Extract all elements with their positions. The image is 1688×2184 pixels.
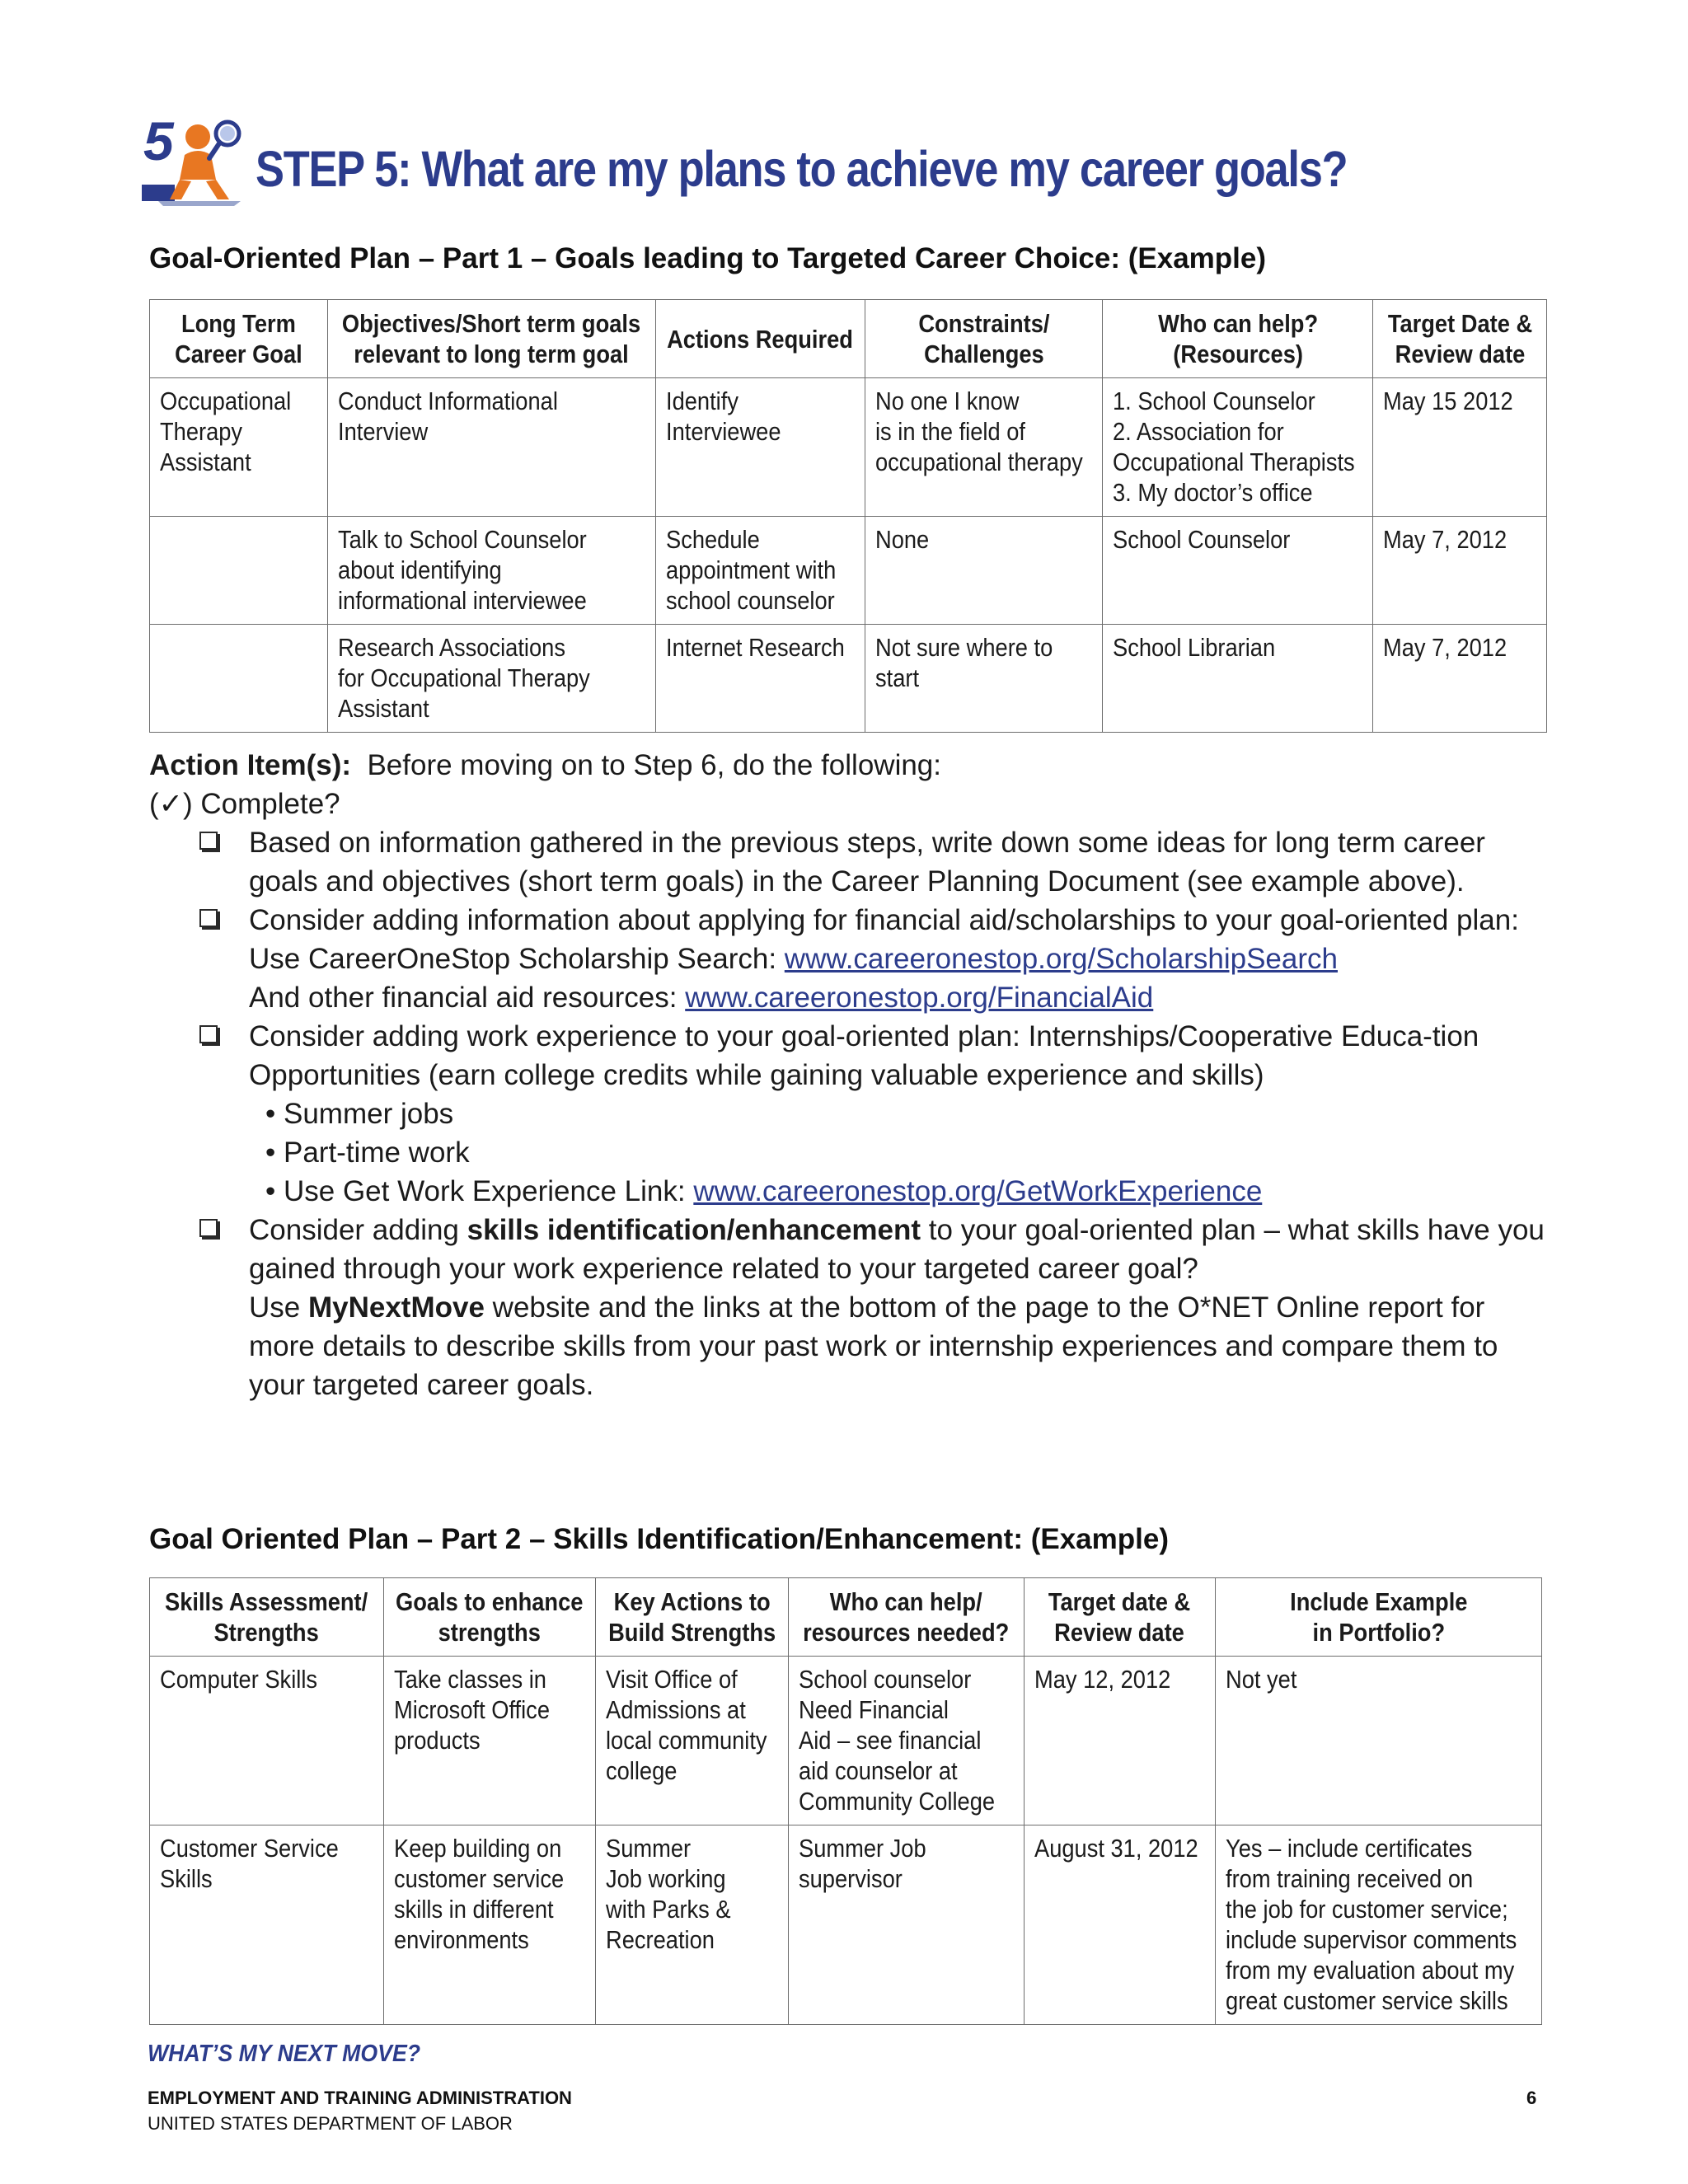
bullet-item: • Summer jobs xyxy=(265,1094,1550,1133)
scholarship-label: Use CareerOneStop Scholarship Search: xyxy=(249,943,777,975)
page-number: 6 xyxy=(1526,2088,1537,2108)
table-cell: Customer Service Skills xyxy=(150,1825,384,2025)
table-row xyxy=(150,625,1547,733)
mynextmove-name: MyNextMove xyxy=(307,1291,485,1324)
table-cell: Internet Research xyxy=(655,625,865,733)
checkbox-icon[interactable] xyxy=(199,832,218,850)
scholarship-search-link[interactable]: www.careeronestop.org/ScholarshipSearch xyxy=(784,943,1338,975)
checklist-item xyxy=(149,901,1550,1017)
action-items xyxy=(149,746,1550,1404)
table-cell: None xyxy=(865,517,1103,625)
financial-aid-label: And other financial aid resources: xyxy=(249,982,678,1014)
table-cell: Schedule appointment with school counselor xyxy=(655,517,865,625)
action-checklist xyxy=(149,823,1550,1404)
logo-number: 5 xyxy=(143,110,174,171)
table-cell: School counselor Need Financial Aid – see financial aid counselor at Community College xyxy=(788,1657,1024,1825)
table-cell: Not yet xyxy=(1216,1657,1542,1825)
table-cell: Yes – include certificates from training received on the job for customer service; include supervisor comments from my evaluation about my great customer service skills xyxy=(1216,1825,1542,2025)
footer-organization: EMPLOYMENT AND TRAINING ADMINISTRATION xyxy=(148,2088,572,2108)
column-header: Who can help/ resources needed? xyxy=(788,1578,1024,1657)
table-cell: No one I know is in the field of occupational therapy xyxy=(865,378,1103,517)
checkbox-icon[interactable] xyxy=(199,1219,218,1237)
part1-table xyxy=(149,299,1547,733)
table-cell: School Counselor xyxy=(1103,517,1373,625)
table-cell: Visit Office of Admissions at local community college xyxy=(595,1657,788,1825)
checklist-item-text: Use xyxy=(249,1291,301,1324)
table-cell: May 7, 2012 xyxy=(1373,625,1547,733)
checkbox-icon[interactable] xyxy=(199,909,218,927)
column-header: Who can help? (Resources) xyxy=(1103,300,1373,378)
column-header: Key Actions to Build Strengths xyxy=(595,1578,788,1657)
skills-emphasis: skills identification/enhancement xyxy=(467,1214,921,1246)
column-header: Constraints/ Challenges xyxy=(865,300,1103,378)
part2-table xyxy=(149,1577,1542,2025)
action-items-intro: Before moving on to Step 6, do the following: xyxy=(367,749,942,781)
checklist-item-text: Consider adding work experience to your goal-oriented plan: Internships/Cooperative Educa-tion Opportunities (earn college credits while gaining valuable experience and skills) xyxy=(249,1020,1479,1091)
table-row xyxy=(150,1825,1542,2025)
checklist-item-text: Based on information gathered in the previous steps, write down some ideas for long term career goals and objectives (short term goals) in the Career Planning Document (see example above). xyxy=(249,827,1485,898)
table-cell: May 15 2012 xyxy=(1373,378,1547,517)
table-cell: Computer Skills xyxy=(150,1657,384,1825)
bullet-item xyxy=(265,1172,1550,1211)
table-cell: Research Associations for Occupational Therapy Assistant xyxy=(327,625,655,733)
page-title: STEP 5: What are my plans to achieve my career goals? xyxy=(256,141,1348,197)
column-header: Actions Required xyxy=(655,300,865,378)
complete-label: (✓) Complete? xyxy=(149,788,340,820)
table-cell: Identify Interviewee xyxy=(655,378,865,517)
work-experience-link[interactable]: www.careeronestop.org/GetWorkExperience xyxy=(693,1175,1263,1207)
column-header: Skills Assessment/ Strengths xyxy=(150,1578,384,1657)
work-experience-label: Use Get Work Experience Link: xyxy=(283,1175,686,1207)
table-row xyxy=(150,378,1547,517)
table-cell: Keep building on customer service skills in different environments xyxy=(383,1825,595,2025)
checklist-item xyxy=(149,1017,1550,1211)
table-cell: Conduct Informational Interview xyxy=(327,378,655,517)
table-cell: Talk to School Counselor about identifying informational interviewee xyxy=(327,517,655,625)
table-header-row xyxy=(150,1578,1542,1657)
checklist-item-text: Consider adding xyxy=(249,1214,459,1246)
part1-title: Goal-Oriented Plan – Part 1 – Goals leading to Targeted Career Choice: (Example) xyxy=(149,242,1267,274)
column-header: Goals to enhance strengths xyxy=(383,1578,595,1657)
step-5-logo-icon xyxy=(142,109,247,206)
footer-brand: WHAT’S MY NEXT MOVE? xyxy=(148,2041,421,2067)
financial-aid-link[interactable]: www.careeronestop.org/FinancialAid xyxy=(685,982,1154,1014)
checkbox-icon[interactable] xyxy=(199,1025,218,1043)
table-cell xyxy=(150,517,328,625)
checklist-item-text: to your goal-oriented plan – what skills have you gained through your work experience related to your targeted career goal? xyxy=(249,1214,1545,1285)
table-cell: May 12, 2012 xyxy=(1024,1657,1216,1825)
checklist-item-text: website and the links at the bottom of the page to the O*NET Online report for more details to describe skills from your past work or internship experiences and compare them to your targeted career goals. xyxy=(249,1291,1498,1401)
column-header: Target date & Review date xyxy=(1024,1578,1216,1657)
table-cell xyxy=(150,625,328,733)
action-items-label: Action Item(s): xyxy=(149,749,351,781)
footer-department: UNITED STATES DEPARTMENT OF LABOR xyxy=(148,2113,513,2134)
work-experience-bullets xyxy=(249,1094,1550,1211)
table-row xyxy=(150,517,1547,625)
table-cell: School Librarian xyxy=(1103,625,1373,733)
table-header-row xyxy=(150,300,1547,378)
column-header: Include Example in Portfolio? xyxy=(1216,1578,1542,1657)
table-cell: Summer Job working with Parks & Recreation xyxy=(595,1825,788,2025)
table-row xyxy=(150,1657,1542,1825)
column-header: Objectives/Short term goals relevant to long term goal xyxy=(327,300,655,378)
checklist-item xyxy=(149,1211,1550,1404)
table-cell: August 31, 2012 xyxy=(1024,1825,1216,2025)
checklist-item xyxy=(149,823,1550,901)
table-cell: Not sure where to start xyxy=(865,625,1103,733)
checklist-item-text: Consider adding information about applying for financial aid/scholarships to your goal-oriented plan: xyxy=(249,904,1519,936)
part2-title: Goal Oriented Plan – Part 2 – Skills Identification/Enhancement: (Example) xyxy=(149,1523,1169,1555)
column-header: Long Term Career Goal xyxy=(150,300,328,378)
bullet-item: • Part-time work xyxy=(265,1133,1550,1172)
action-items-heading xyxy=(149,746,1550,785)
table-cell: May 7, 2012 xyxy=(1373,517,1547,625)
table-cell: 1. School Counselor 2. Association for Occupational Therapists 3. My doctor’s office xyxy=(1103,378,1373,517)
table-cell: Occupational Therapy Assistant xyxy=(150,378,328,517)
table-cell: Summer Job supervisor xyxy=(788,1825,1024,2025)
column-header: Target Date & Review date xyxy=(1373,300,1547,378)
table-cell: Take classes in Microsoft Office products xyxy=(383,1657,595,1825)
